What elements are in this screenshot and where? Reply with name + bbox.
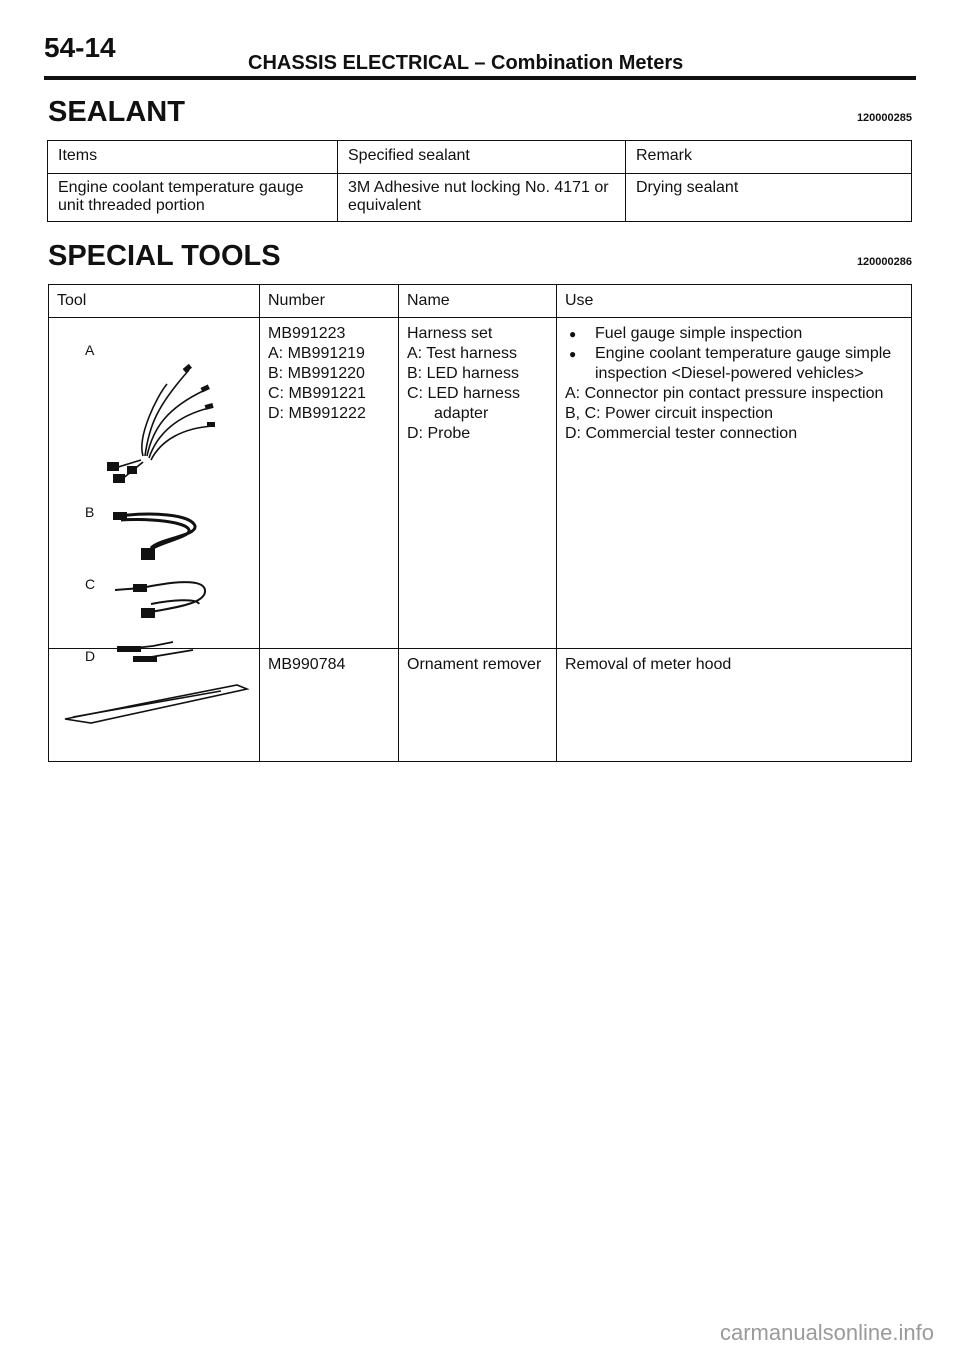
sealant-code: 120000285 xyxy=(856,112,912,124)
tool-number: MB991223 xyxy=(268,325,346,342)
tool-label-d: D xyxy=(85,648,96,664)
tool-name-b: B: LED harness xyxy=(407,365,520,382)
harness-set-uses xyxy=(557,318,912,649)
tool-number: MB990784 xyxy=(260,649,399,762)
page-title: CHASSIS ELECTRICAL – Combination Meters xyxy=(248,52,684,74)
tool-name-c: C: LED harness xyxy=(407,385,520,402)
sealant-remark: Drying sealant xyxy=(636,179,739,196)
harness-set-numbers xyxy=(260,318,399,649)
tool-name: Harness set xyxy=(407,325,493,342)
tool-label-b: B xyxy=(85,504,95,520)
use-text: Fuel gauge simple inspection xyxy=(595,325,803,342)
table-row xyxy=(48,174,912,222)
use-bullet-item xyxy=(565,324,903,344)
column-header-number: Number xyxy=(260,285,399,318)
bullet-icon: ● xyxy=(569,347,577,361)
tools-header-row xyxy=(49,285,912,318)
use-bullet-item xyxy=(565,344,903,364)
tool-label-c: C xyxy=(85,576,96,592)
column-header-name: Name xyxy=(399,285,557,318)
tool-number-d: D: MB991222 xyxy=(268,405,366,422)
column-header-items: Items xyxy=(48,141,338,174)
page-number: 54-14 xyxy=(44,32,116,63)
bullet-icon: ● xyxy=(569,327,577,341)
tool-label-a: A xyxy=(85,342,95,358)
column-header-use: Use xyxy=(557,285,912,318)
tool-number-a: A: MB991219 xyxy=(268,345,365,362)
tool-name-c-continued: adapter xyxy=(434,405,489,422)
sealant-header-row xyxy=(48,141,912,174)
table-row xyxy=(49,649,912,762)
special-tools-table xyxy=(48,284,912,762)
led-harness-icon xyxy=(111,508,211,568)
ornament-remover-illustration xyxy=(49,649,260,762)
use-text: Engine coolant temperature gauge simple xyxy=(595,345,892,362)
tool-number-c: C: MB991221 xyxy=(268,385,366,402)
sealant-specified: 3M Adhesive nut locking No. 4171 or equivalent xyxy=(338,174,626,222)
sealant-item: Engine coolant temperature gauge unit threaded portion xyxy=(48,174,338,222)
led-harness-adapter-icon xyxy=(111,574,211,624)
column-header-tool: Tool xyxy=(49,285,260,318)
use-text-bc: B, C: Power circuit inspection xyxy=(565,405,774,422)
column-header-specified-sealant: Specified sealant xyxy=(338,141,626,174)
use-text-continued: inspection <Diesel-powered vehicles> xyxy=(595,365,864,382)
column-header-remark: Remark xyxy=(626,141,912,174)
tool-name-d: D: Probe xyxy=(407,425,471,442)
page-header xyxy=(44,18,916,80)
use-text-d: D: Commercial tester connection xyxy=(565,425,798,442)
tool-name: Ornament remover xyxy=(399,649,557,762)
tool-number-b: B: MB991220 xyxy=(268,365,365,382)
sealant-table xyxy=(47,140,912,222)
ornament-remover-icon xyxy=(61,677,251,727)
use-text-a: A: Connector pin contact pressure inspection xyxy=(565,385,884,402)
tool-name-a: A: Test harness xyxy=(407,345,517,362)
test-harness-icon xyxy=(97,356,217,486)
watermark: carmanualsonline.info xyxy=(719,1320,934,1345)
tool-use: Removal of meter hood xyxy=(565,656,732,673)
special-tools-code: 120000286 xyxy=(856,256,912,268)
harness-set-names xyxy=(399,318,557,649)
table-row xyxy=(49,318,912,649)
special-tools-heading: SPECIAL TOOLS xyxy=(48,240,281,272)
sealant-heading: SEALANT xyxy=(48,96,185,128)
harness-set-illustration xyxy=(49,318,260,664)
